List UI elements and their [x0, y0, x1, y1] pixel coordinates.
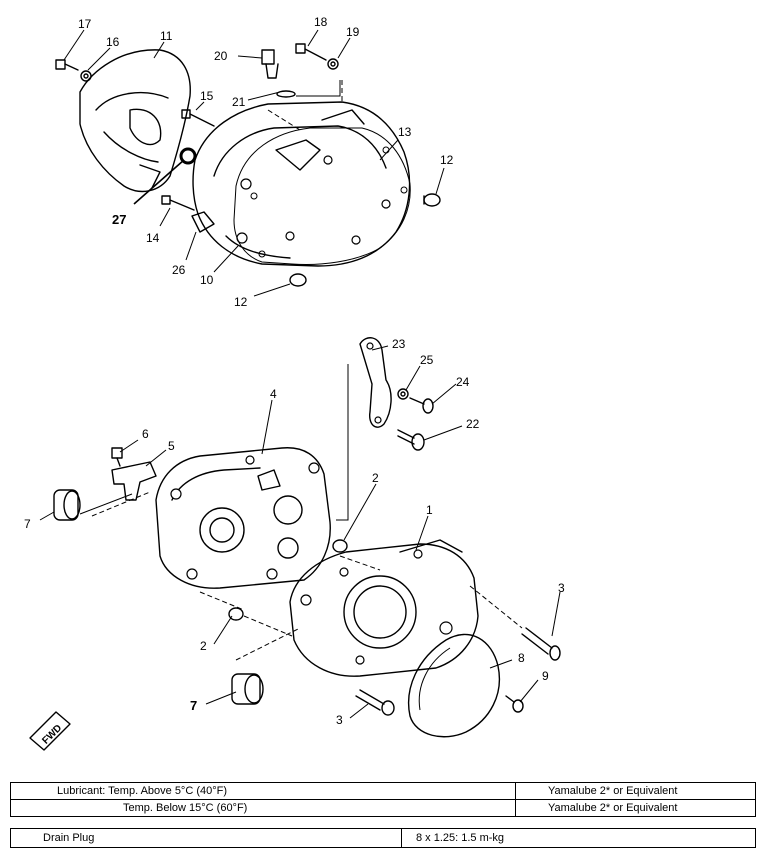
callout-2-upper: 2: [372, 471, 379, 485]
callout-7-upper: 7: [24, 517, 31, 531]
callout-20: 20: [214, 49, 228, 63]
part-damper-7-lower: [232, 674, 263, 704]
part-bolt-3-right: [522, 628, 560, 660]
lubricant-spec-table: [10, 782, 756, 817]
drain-plug-spec-table: [10, 828, 756, 848]
callout-numbers: [24, 15, 565, 727]
callout-1: 1: [426, 503, 433, 517]
callout-3-lower: 3: [336, 713, 343, 727]
callout-12-lower: 12: [234, 295, 248, 309]
part-bracket-23: [360, 338, 391, 427]
part-gasket-13: [234, 128, 410, 264]
callout-17: 17: [78, 17, 92, 31]
part-crankcase-left-4: [156, 448, 330, 588]
callout-27: 27: [112, 212, 127, 227]
callout-21: 21: [232, 95, 246, 109]
callout-13: 13: [398, 125, 412, 139]
part-dowel-12-lower: [290, 274, 306, 286]
spec-label: Drain Plug: [11, 829, 402, 848]
callout-6: 6: [142, 427, 149, 441]
callout-25: 25: [420, 353, 434, 367]
callout-10: 10: [200, 273, 214, 287]
callout-12-upper: 12: [440, 153, 454, 167]
callout-16: 16: [106, 35, 120, 49]
callout-14: 14: [146, 231, 160, 245]
callout-11: 11: [160, 29, 173, 43]
spec-value: Yamalube 2* or Equivalent: [516, 800, 756, 817]
callout-18: 18: [314, 15, 328, 29]
part-dowel-2-upper: [333, 540, 347, 552]
spec-value: Yamalube 2* or Equivalent: [516, 783, 756, 800]
callout-15: 15: [200, 89, 214, 103]
forward-marker: [30, 712, 70, 750]
callout-9: 9: [542, 669, 549, 683]
callout-4: 4: [270, 387, 277, 401]
part-crankcase-right-1: [290, 540, 478, 676]
part-bolt-6: [112, 448, 122, 466]
part-main-cover-10: [193, 102, 410, 266]
part-damper-7-upper: [54, 490, 80, 520]
part-washer-19: [328, 59, 338, 69]
callout-3-right: 3: [558, 581, 565, 595]
part-cover-8: [409, 634, 500, 736]
svg-text:FWD: FWD: [40, 722, 65, 747]
part-bolt-14: [162, 196, 194, 210]
part-bolt-18: [296, 44, 326, 60]
leader-lines-upper: [64, 30, 444, 296]
part-oil-plug-20: [262, 50, 278, 78]
part-bolt-17: [56, 60, 78, 70]
spec-row-above: [11, 783, 756, 800]
part-mount-bracket-5: [112, 462, 156, 500]
callout-2-lower: 2: [200, 639, 207, 653]
part-bolt-9: [506, 696, 523, 712]
callout-23: 23: [392, 337, 406, 351]
spec-row-drain: [11, 829, 756, 848]
callout-8: 8: [518, 651, 525, 665]
callout-24: 24: [456, 375, 470, 389]
part-clamp-26: [192, 212, 214, 232]
part-dowel-12-upper: [424, 194, 440, 206]
spec-label: Lubricant: Temp. Above 5°C (40°F): [11, 783, 516, 800]
spec-value: 8 x 1.25: 1.5 m-kg: [402, 829, 756, 848]
callout-5: 5: [168, 439, 175, 453]
part-cover-guard-11: [80, 50, 190, 192]
spec-row-below: [11, 800, 756, 817]
callout-19: 19: [346, 25, 360, 39]
callout-22: 22: [466, 417, 480, 431]
part-bolt-3-lower: [356, 690, 394, 715]
part-bolt-24: [410, 398, 433, 413]
leader-lines-lower: [40, 346, 560, 718]
part-washer-25: [398, 389, 408, 399]
callout-7-lower: 7: [190, 698, 198, 713]
callout-26: 26: [172, 263, 186, 277]
spec-label: Temp. Below 15°C (60°F): [11, 800, 516, 817]
part-bolt-22: [398, 430, 424, 450]
part-washer-16: [81, 71, 91, 81]
